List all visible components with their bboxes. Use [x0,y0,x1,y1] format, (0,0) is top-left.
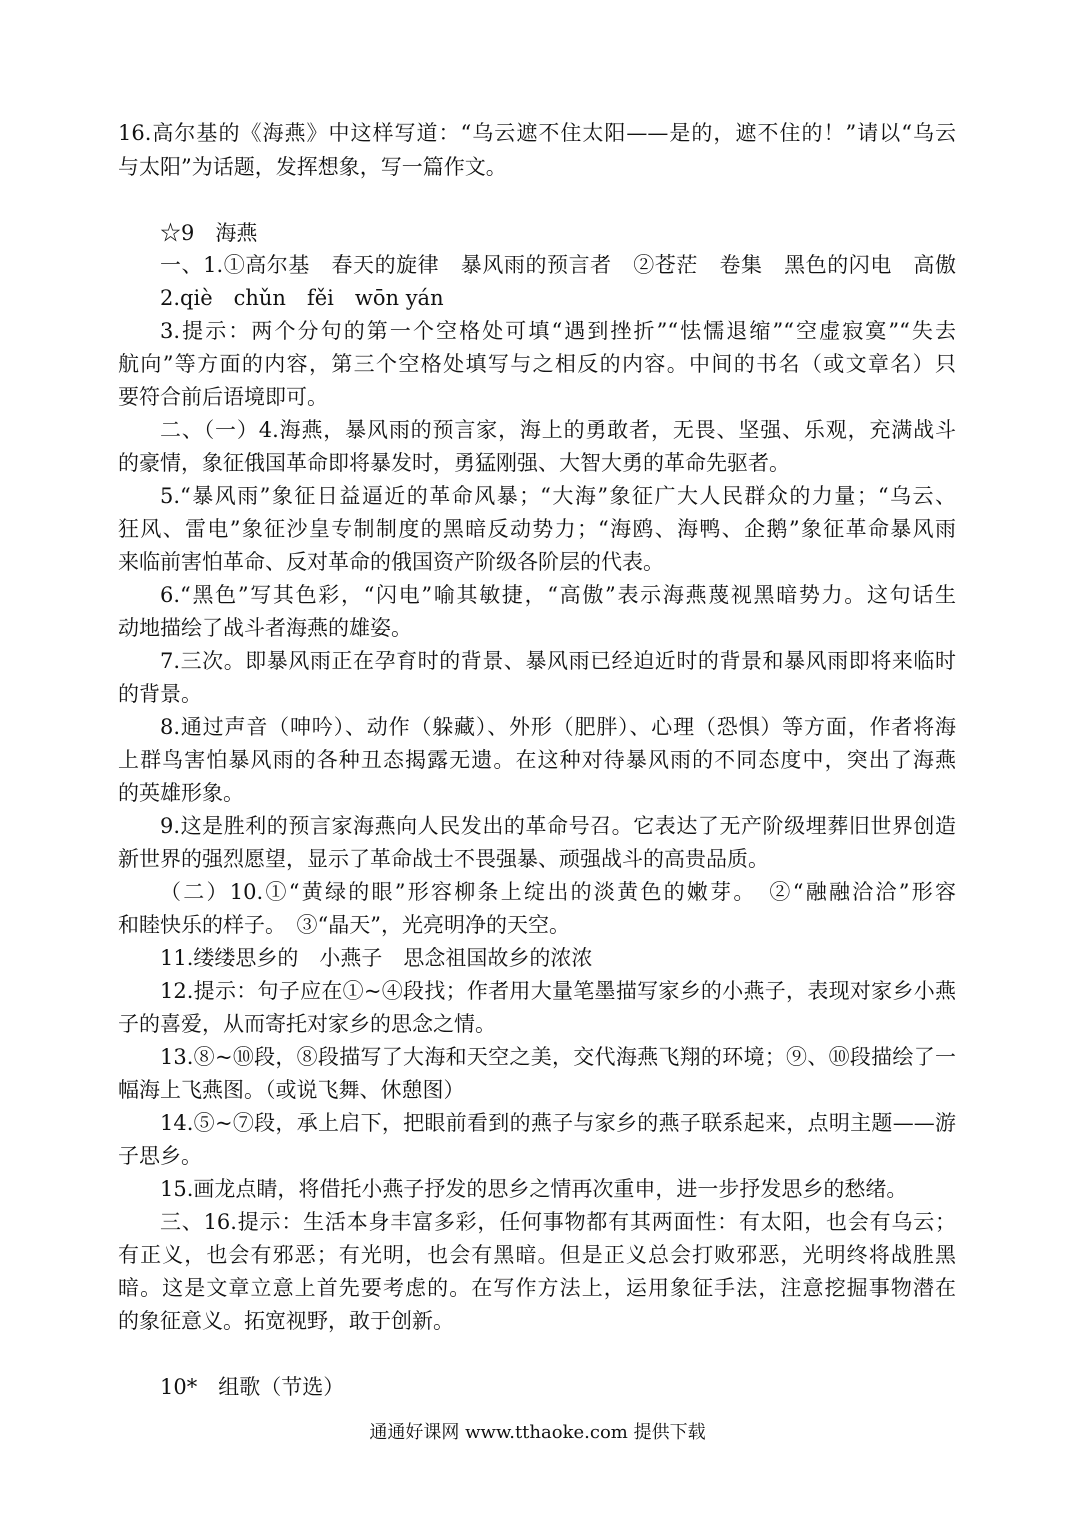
text-line: 子思乡。 [118,1144,202,1168]
text-line: 上群鸟害怕暴风雨的各种丑态揭露无遗。在这种对待暴风雨的不同态度中，突出了海燕 [118,748,956,772]
text-line: 5.“暴风雨”象征日益逼近的革命风暴；“大海”象征广大人民群众的力量；“乌云、 [160,484,956,508]
text-line: 二、（一）4.海燕，暴风雨的预言家，海上的勇敢者，无畏、坚强、乐观，充满战斗 [160,418,956,442]
text-line: 13.⑧~⑩段，⑧段描写了大海和天空之美，交代海燕飞翔的环境；⑨、⑩段描绘了一 [160,1045,956,1069]
text-line: 狂风、雷电”象征沙皇专制制度的黑暗反动势力；“海鸥、海鸭、企鹅”象征革命暴风雨 [118,517,956,541]
text-line: 9.这是胜利的预言家海燕向人民发出的革命号召。它表达了无产阶级埋葬旧世界创造 [160,814,956,838]
text-line: 11.缕缕思乡的 小燕子 思念祖国故乡的浓浓 [160,946,593,970]
text-line: 6.“黑色”写其色彩，“闪电”喻其敏捷，“高傲”表示海燕蔑视黑暗势力。这句话生 [160,583,956,607]
text-line: 幅海上飞燕图。（或说飞舞、休憩图） [118,1078,465,1102]
text-line: 2.qiè chǔn fěi wōn yán [160,286,444,310]
text-line: 暗。这是文章立意上首先要考虑的。在写作方法上，运用象征手法，注意挖掘事物潜在 [118,1276,956,1300]
text-line: 8.通过声音（呻吟）、动作（躲藏）、外形（肥胖）、心理（恐惧）等方面，作者将海 [160,715,956,739]
text-line: 的豪情，象征俄国革命即将暴发时，勇猛刚强、大智大勇的革命先驱者。 [118,451,790,475]
text-line: 14.⑤~⑦段，承上启下，把眼前看到的燕子与家乡的燕子联系起来，点明主题——游 [160,1111,956,1135]
text-line: 新世界的强烈愿望，显示了革命战士不畏强暴、顽强战斗的高贵品质。 [118,847,769,871]
text-line: 动地描绘了战斗者海燕的雄姿。 [118,616,412,640]
text-line: 有正义，也会有邪恶；有光明，也会有黑暗。但是正义总会打败邪恶，光明终将战胜黑 [118,1243,956,1267]
text-line: 来临前害怕革命、反对革命的俄国资产阶级各阶层的代表。 [118,550,664,574]
text-line: 7.三次。即暴风雨正在孕育时的背景、暴风雨已经迫近时的背景和暴风雨即将来临时 [160,649,956,673]
page-footer: 通通好课网 www.tthaoke.com 提供下载 [369,1422,706,1443]
text-line: 子的喜爱，从而寄托对家乡的思念之情。 [118,1012,496,1036]
text-line: 的背景。 [118,682,202,706]
text-line: （二）10.①“黄绿的眼”形容柳条上绽出的淡黄色的嫩芽。 ②“融融洽洽”形容 [160,880,956,904]
text-line: 的英雄形象。 [118,781,244,805]
text-line: 3.提示：两个分句的第一个空格处可填“遇到挫折”“怯懦退缩”“空虚寂寞”“失去 [160,319,956,343]
text-line: 要符合前后语境即可。 [118,385,328,409]
section-heading: 10* 组歌（节选） [160,1375,345,1399]
text-line: 航向”等方面的内容，第三个空格处填写与之相反的内容。中间的书名（或文章名）只 [118,352,956,376]
text-line: 三、16.提示：生活本身丰富多彩，任何事物都有其两面性：有太阳，也会有乌云； [160,1210,956,1234]
text-line: 和睦快乐的样子。 ③“晶天”，光亮明净的天空。 [118,913,570,937]
text-line: 与太阳”为话题，发挥想象，写一篇作文。 [118,155,507,179]
text-line: 的象征意义。拓宽视野，敢于创新。 [118,1309,454,1333]
text-line: 16.高尔基的《海燕》中这样写道：“乌云遮不住太阳——是的，遮不住的！”请以“乌云 [118,121,956,145]
text-line: 12.提示：句子应在①~④段找；作者用大量笔墨描写家乡的小燕子，表现对家乡小燕 [160,979,956,1003]
text-line: 一、1.①高尔基 春天的旋律 暴风雨的预言者 ②苍茫 卷集 黑色的闪电 高傲 [160,253,956,277]
section-heading: ☆9 海燕 [160,221,258,245]
text-line: 15.画龙点睛，将借托小燕子抒发的思乡之情再次重申，进一步抒发思乡的愁绪。 [160,1177,908,1201]
